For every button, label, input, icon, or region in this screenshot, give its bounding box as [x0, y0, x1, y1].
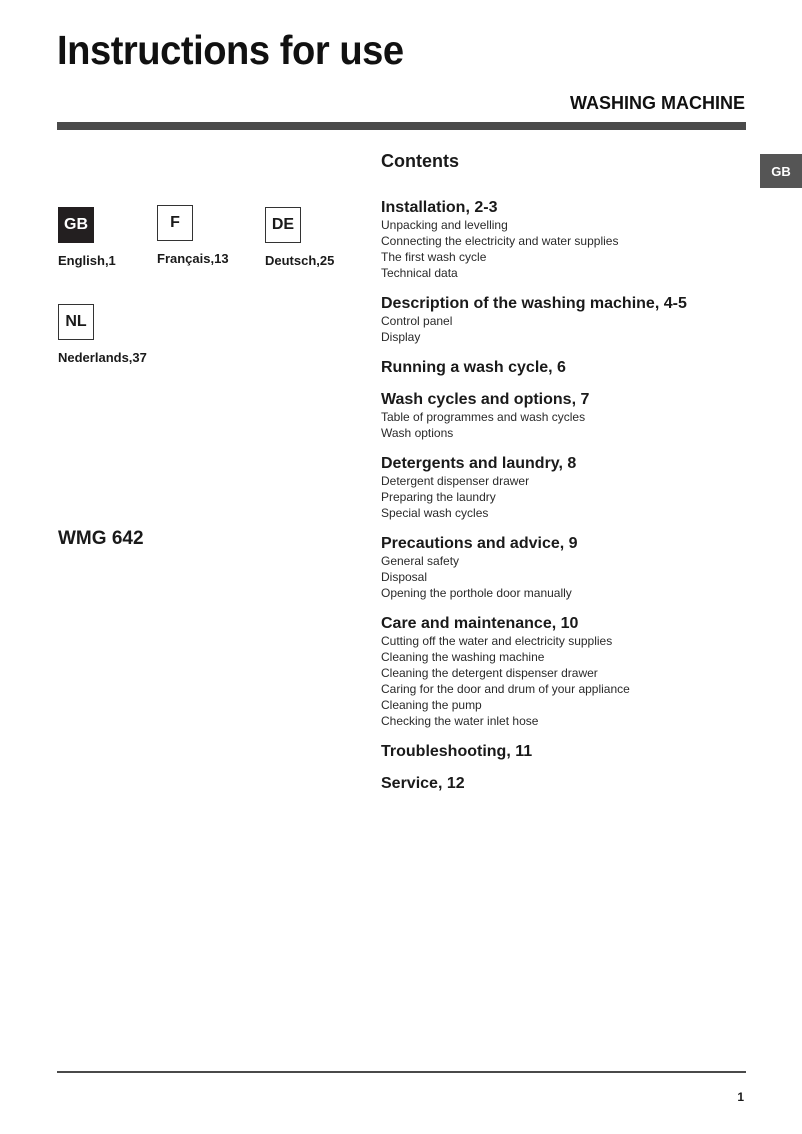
toc-item[interactable]: Wash options	[381, 426, 454, 440]
language-code-box: NL	[58, 304, 94, 340]
toc-item[interactable]: Checking the water inlet hose	[381, 714, 539, 728]
language-label: Nederlands,37	[58, 350, 147, 365]
toc-heading[interactable]: Wash cycles and options, 7	[381, 391, 590, 408]
toc-item[interactable]: Cutting off the water and electricity supplies	[381, 634, 613, 648]
toc-heading[interactable]: Service, 12	[381, 775, 465, 792]
toc-section	[381, 359, 751, 377]
toc-item[interactable]: Preparing the laundry	[381, 490, 496, 504]
top-divider	[57, 122, 746, 130]
toc-item[interactable]: Cleaning the detergent dispenser drawer	[381, 666, 598, 680]
toc-item[interactable]: The first wash cycle	[381, 250, 487, 264]
toc-heading[interactable]: Troubleshooting, 11	[381, 743, 533, 760]
contents-title: Contents	[381, 151, 459, 171]
toc-heading[interactable]: Installation, 2-3	[381, 199, 498, 216]
toc-item[interactable]: Detergent dispenser drawer	[381, 474, 530, 488]
toc-item[interactable]: Disposal	[381, 570, 428, 584]
toc-heading[interactable]: Running a wash cycle, 6	[381, 359, 566, 376]
toc-section	[381, 535, 751, 601]
toc-section	[381, 615, 751, 729]
toc-section	[381, 455, 751, 521]
toc-item[interactable]: Display	[381, 330, 421, 344]
language-label: English,1	[58, 253, 116, 268]
toc-heading[interactable]: Description of the washing machine, 4-5	[381, 295, 687, 312]
toc-section	[381, 743, 751, 761]
toc-section	[381, 391, 751, 441]
language-label: Français,13	[157, 251, 229, 266]
toc-item[interactable]: Table of programmes and wash cycles	[381, 410, 586, 424]
toc-item[interactable]: General safety	[381, 554, 460, 568]
model-number: WMG 642	[58, 528, 144, 549]
language-nl[interactable]	[58, 304, 178, 365]
toc-item[interactable]: Caring for the door and drum of your appliance	[381, 682, 630, 696]
toc-item[interactable]: Connecting the electricity and water supplies	[381, 234, 619, 248]
toc-heading[interactable]: Detergents and laundry, 8	[381, 455, 577, 472]
language-code-box: F	[157, 205, 193, 241]
language-f[interactable]	[157, 205, 277, 266]
document-title: Instructions for use	[57, 27, 404, 73]
toc-heading[interactable]: Precautions and advice, 9	[381, 535, 578, 552]
toc-section	[381, 199, 751, 281]
language-de[interactable]	[265, 207, 385, 268]
bottom-divider	[57, 1071, 746, 1073]
toc-item[interactable]: Technical data	[381, 266, 458, 280]
toc-item[interactable]: Opening the porthole door manually	[381, 586, 572, 600]
language-label: Deutsch,25	[265, 253, 335, 268]
language-side-tab: GB	[760, 154, 802, 188]
page-number: 1	[737, 1090, 744, 1104]
language-code-box: DE	[265, 207, 301, 243]
product-type: WASHING MACHINE	[570, 93, 745, 113]
toc-section	[381, 775, 751, 793]
toc-heading[interactable]: Care and maintenance, 10	[381, 615, 579, 632]
language-code-box: GB	[58, 207, 94, 243]
toc-item[interactable]: Control panel	[381, 314, 453, 328]
toc-item[interactable]: Special wash cycles	[381, 506, 489, 520]
toc-section	[381, 295, 751, 345]
toc-item[interactable]: Cleaning the pump	[381, 698, 482, 712]
table-of-contents	[381, 150, 751, 807]
toc-item[interactable]: Unpacking and levelling	[381, 218, 508, 232]
toc-item[interactable]: Cleaning the washing machine	[381, 650, 545, 664]
